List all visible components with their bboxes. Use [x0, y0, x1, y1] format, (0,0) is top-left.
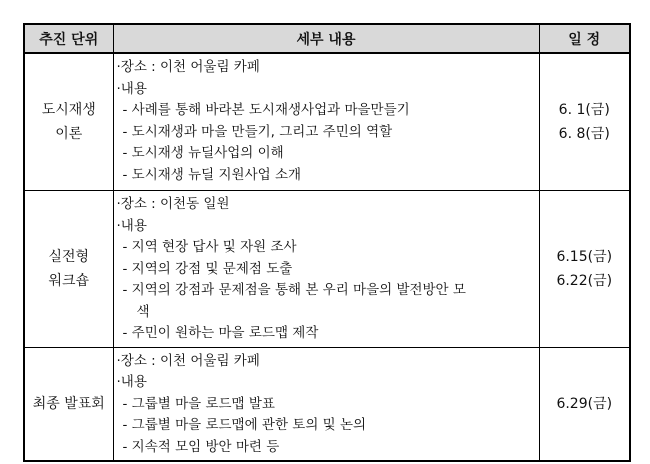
date-cell — [539, 191, 630, 348]
unit-label: 최종 발표회 — [32, 395, 105, 412]
header-row — [24, 24, 630, 53]
content-item: - 지속적 모임 방안 마련 등 — [122, 438, 280, 455]
content-item: - 지역의 강점 및 문제점 도출 — [122, 260, 293, 277]
unit-label: 이론 — [55, 126, 83, 142]
table-row — [24, 191, 630, 348]
date-text: 6. 1(금) — [558, 102, 610, 118]
details-cell — [113, 191, 539, 348]
header-unit: 추진 단위 — [24, 24, 113, 53]
date-text: 6.15(금) — [556, 248, 613, 265]
date-cell — [539, 347, 630, 461]
place-text: ·장소 : 이천 어울림 카페 — [116, 352, 260, 369]
schedule-table — [23, 23, 631, 462]
unit-label: 실전형 — [48, 248, 90, 265]
content-label: ·내용 — [116, 374, 147, 390]
details-cell — [113, 53, 539, 191]
content-item: - 도시재생 뉴딜 지원사업 소개 — [122, 166, 302, 183]
header-schedule: 일 정 — [539, 24, 630, 53]
content-item: - 그룹별 마을 로드맵에 관한 토의 및 논의 — [122, 417, 367, 433]
date-text: 6.22(금) — [556, 272, 613, 289]
unit-label: 도시재생 — [41, 102, 96, 118]
table-row — [24, 347, 630, 461]
unit-label: 워크숍 — [48, 272, 90, 289]
content-label: ·내용 — [116, 217, 147, 234]
date-text: 6. 8(금) — [558, 126, 610, 142]
content-item: - 지역 현장 답사 및 자원 조사 — [122, 239, 297, 255]
content-label: ·내용 — [116, 80, 147, 97]
unit-cell — [24, 53, 113, 191]
content-item: - 도시재생 뉴딜사업의 이해 — [122, 145, 284, 161]
content-item-continuation: 색 — [136, 303, 150, 320]
unit-cell — [24, 191, 113, 348]
header-details: 세부 내용 — [113, 24, 539, 53]
content-item: - 주민이 원하는 마을 로드맵 제작 — [122, 325, 319, 341]
date-cell — [539, 53, 630, 191]
content-item: - 지역의 강점과 문제점을 통해 본 우리 마을의 발전방안 모 — [122, 282, 466, 298]
table-row — [24, 53, 630, 191]
unit-cell — [24, 347, 113, 461]
content-item: - 도시재생과 마을 만들기, 그리고 주민의 역할 — [122, 123, 393, 140]
place-text: ·장소 : 이천동 일원 — [116, 196, 230, 212]
place-text: ·장소 : 이천 어울림 카페 — [116, 59, 260, 75]
content-item: - 사례를 통해 바라본 도시재생사업과 마을만들기 — [122, 102, 410, 118]
content-item: - 그룹별 마을 로드맵 발표 — [122, 395, 275, 412]
date-text: 6.29(금) — [556, 395, 613, 412]
details-cell — [113, 347, 539, 461]
